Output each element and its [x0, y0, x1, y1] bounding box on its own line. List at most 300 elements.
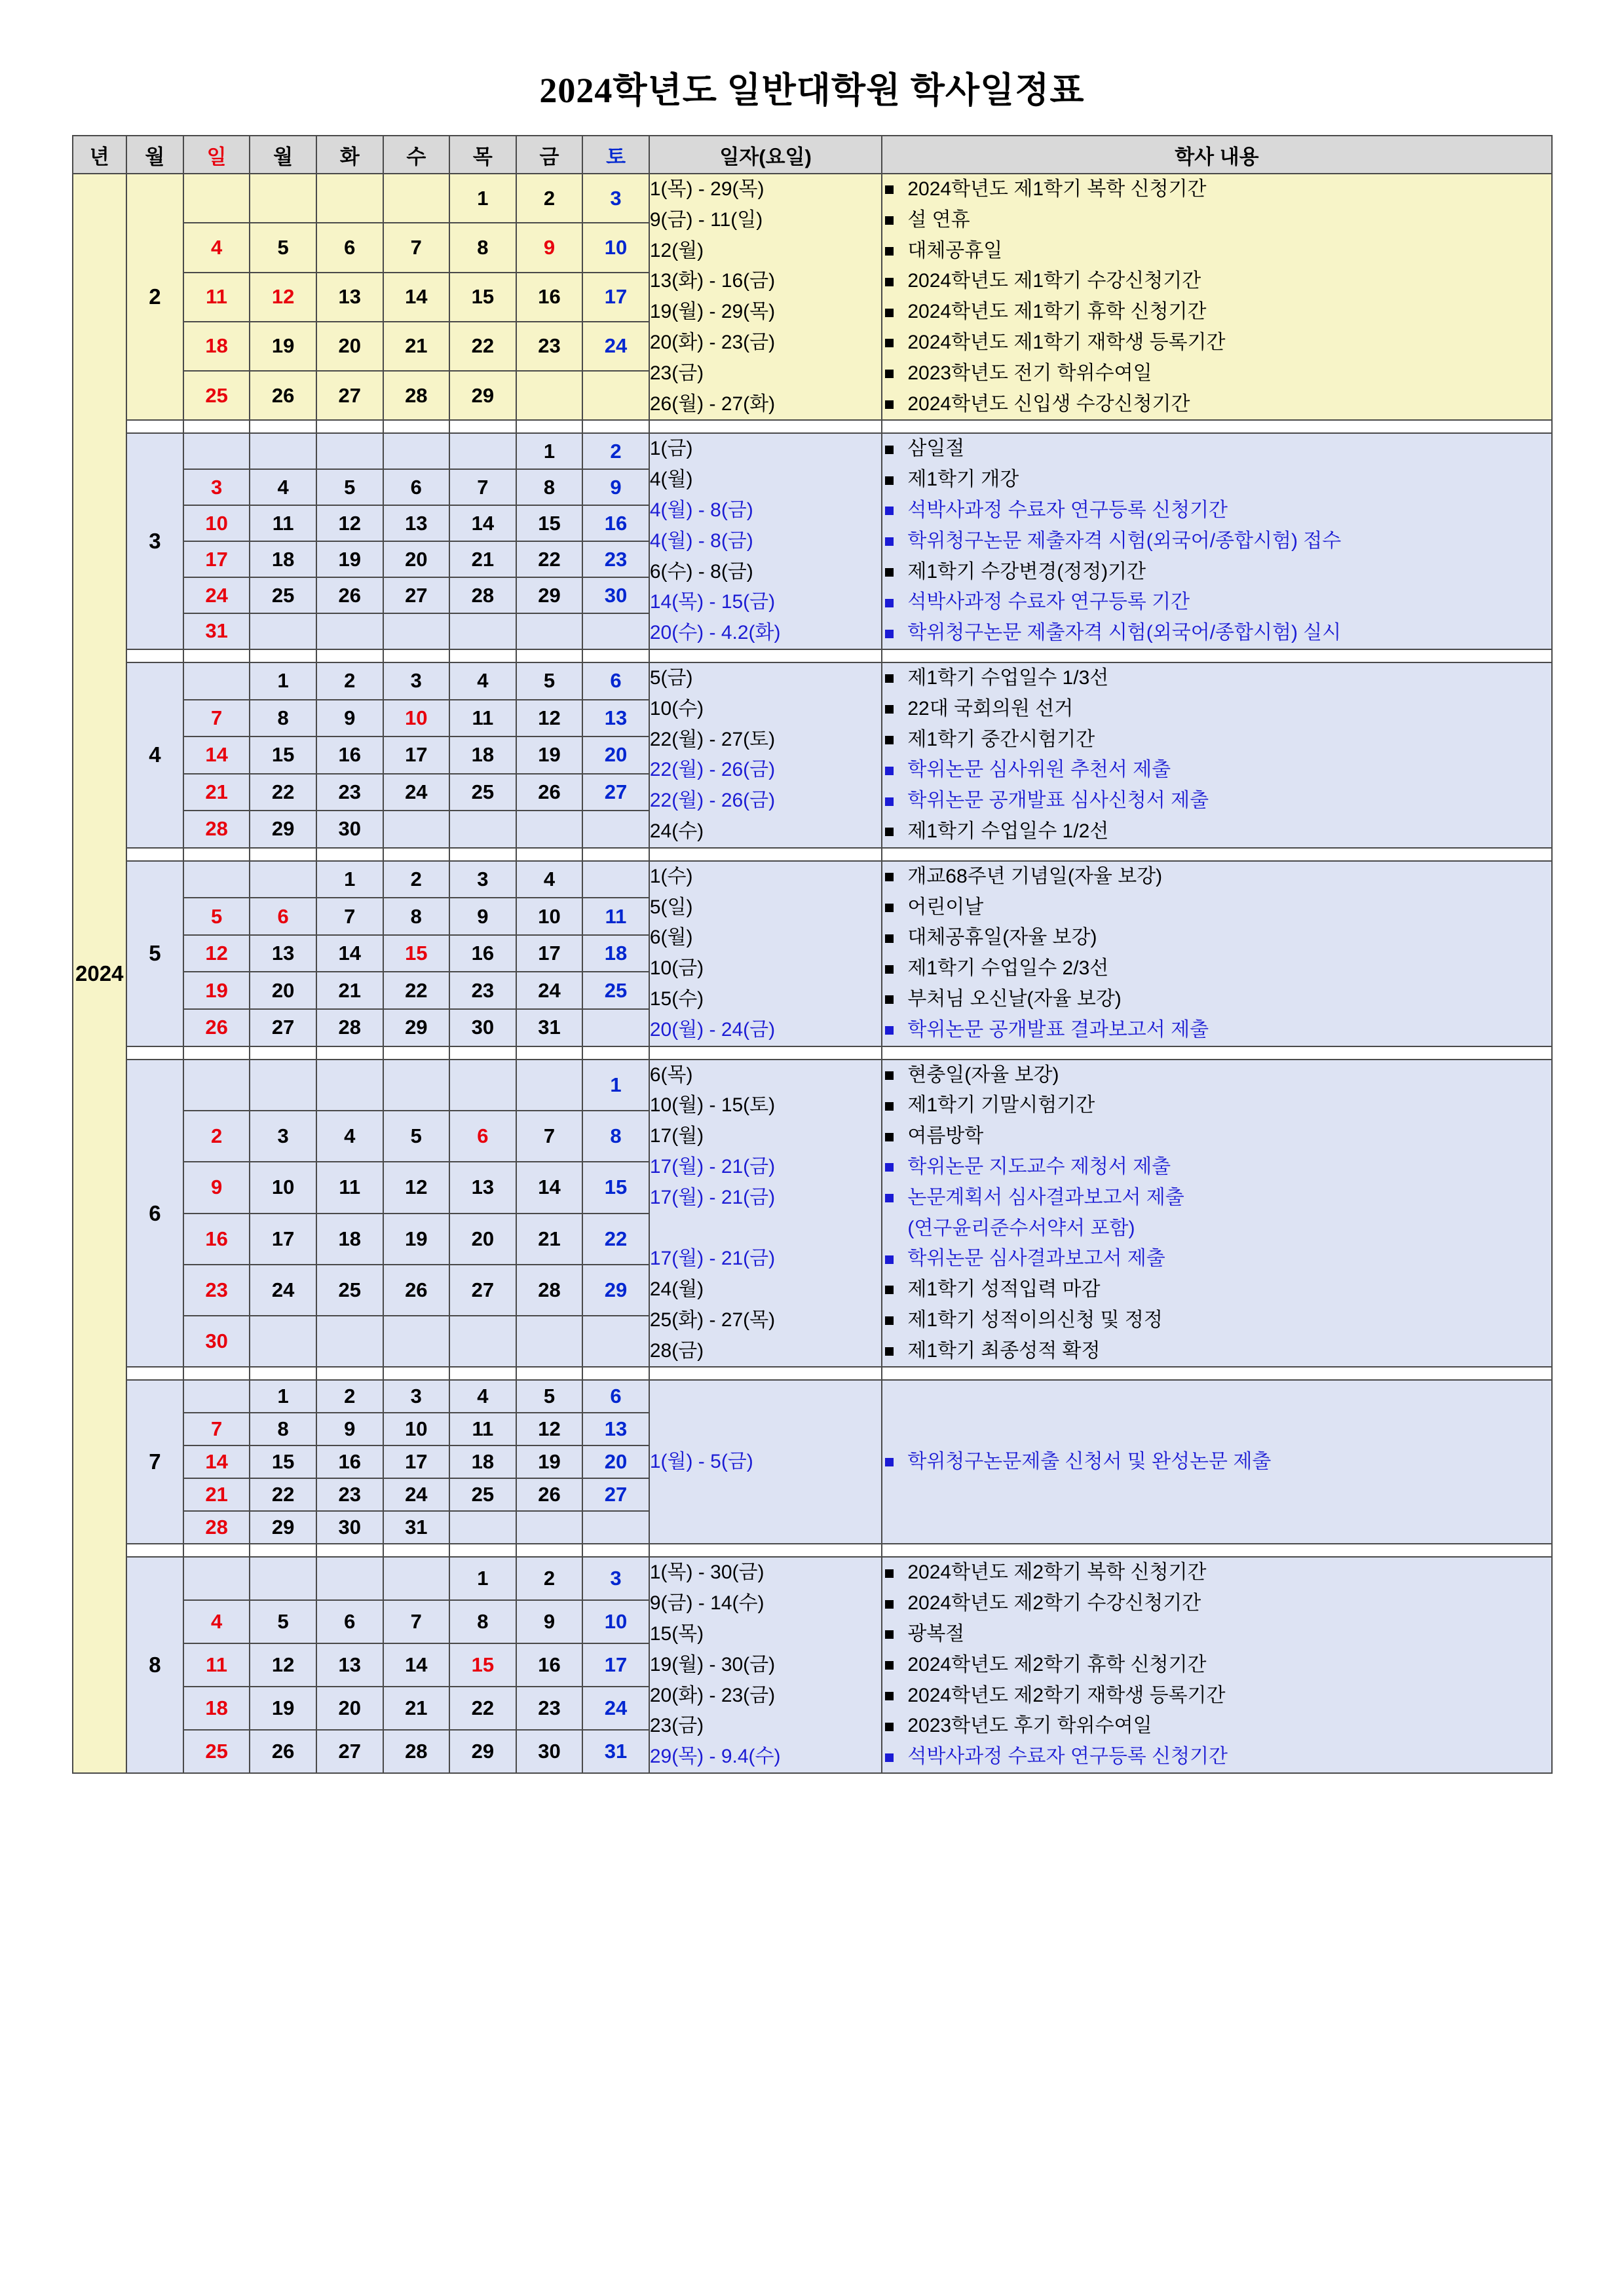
event-item: [882, 663, 1551, 694]
calendar-day: 3: [183, 469, 250, 505]
calendar-day: 24: [582, 322, 649, 371]
page-title: 2024학년도 일반대학원 학사일정표: [539, 71, 1085, 110]
calendar-day: 24: [516, 972, 583, 1009]
date-range-text: 17(월) - 21(금): [649, 1248, 776, 1270]
calendar-day: 25: [316, 1265, 383, 1316]
event-text: 2024학년도 제2학기 복학 신청기간: [907, 1561, 1207, 1584]
date-range-text: 9(금) - 14(수): [649, 1592, 765, 1615]
calendar-day-empty: [183, 174, 250, 223]
event-item: [882, 358, 1551, 389]
month-separator-cell: [516, 1046, 583, 1060]
event-text: 학위논문 공개발표 심사신청서 제출: [907, 790, 1209, 812]
month-separator-row: [73, 1544, 1552, 1557]
calendar-day: 8: [250, 1413, 316, 1445]
calendar-day: 9: [183, 1162, 250, 1213]
calendar-day: 20: [316, 322, 383, 371]
event-text: 학위논문 지도교수 제청서 제출: [907, 1155, 1171, 1177]
square-bullet-icon: [885, 476, 894, 485]
square-bullet-icon: [885, 965, 894, 974]
square-bullet-icon: [885, 1133, 894, 1141]
calendar-day: 13: [582, 700, 649, 737]
calendar-day: 25: [250, 577, 316, 613]
square-bullet-icon: [885, 216, 894, 225]
calendar-day: 13: [250, 935, 316, 972]
square-bullet-icon: [885, 537, 894, 546]
date-range-text: 20(화) - 23(금): [649, 331, 776, 353]
event-list: [882, 862, 1551, 1046]
square-bullet-icon: [885, 934, 894, 943]
month-separator-cell: [383, 420, 450, 433]
event-text: 2024학년도 제1학기 복학 신청기간: [907, 178, 1207, 200]
calendar-day: 11: [250, 505, 316, 541]
header-dow-sun: 일: [183, 136, 250, 174]
month-separator-row: [73, 1046, 1552, 1060]
calendar-day: 24: [582, 1687, 649, 1730]
square-bullet-icon: [885, 507, 894, 515]
calendar-day: 19: [516, 737, 583, 774]
event-list-cell: [882, 861, 1551, 1046]
date-range-text: 17(월) - 21(금): [649, 1186, 776, 1208]
calendar-day: 13: [582, 1413, 649, 1445]
calendar-day: 1: [449, 1557, 516, 1600]
calendar-day: 15: [250, 737, 316, 774]
date-list-cell: [649, 662, 882, 848]
calendar-day: 4: [250, 469, 316, 505]
calendar-day-empty: [183, 861, 250, 898]
square-bullet-icon: [885, 767, 894, 775]
event-item: [882, 892, 1551, 923]
calendar-day: 27: [250, 1009, 316, 1046]
calendar-day-empty: [250, 433, 316, 469]
calendar-day-empty: [449, 613, 516, 649]
event-item: [882, 984, 1551, 1015]
calendar-day: 17: [383, 1445, 450, 1478]
header-year: 년: [73, 136, 127, 174]
calendar-day: 14: [383, 1643, 450, 1687]
event-text: 제1학기 수강변경(정정)기간: [907, 560, 1146, 583]
square-bullet-icon: [885, 736, 894, 744]
calendar-day: 9: [516, 1600, 583, 1643]
event-list-cell: [882, 1557, 1551, 1773]
header-date: 일자(요일): [649, 136, 882, 174]
header-dow-tue: 화: [316, 136, 383, 174]
calendar-day-empty: [516, 613, 583, 649]
calendar-day-empty: [183, 1060, 250, 1111]
calendar-day: 9: [316, 700, 383, 737]
event-text: 학위청구논문 제출자격 시험(외국어/종합시험) 실시: [907, 622, 1342, 644]
calendar-day: 22: [516, 541, 583, 577]
calendar-day: 20: [449, 1214, 516, 1265]
month-separator-cell: [882, 649, 1551, 662]
month-cell: 4: [126, 662, 183, 848]
calendar-day: 8: [383, 898, 450, 935]
date-range-text: 22(월) - 27(토): [649, 728, 776, 750]
calendar-day: 22: [449, 1687, 516, 1730]
calendar-day: 3: [582, 1557, 649, 1600]
event-item: [882, 557, 1551, 588]
calendar-day: 24: [383, 1478, 450, 1511]
event-item: [882, 495, 1551, 526]
calendar-day: 7: [516, 1111, 583, 1162]
event-item: [882, 862, 1551, 892]
square-bullet-icon: [885, 370, 894, 378]
square-bullet-icon: [885, 1723, 894, 1731]
square-bullet-icon: [885, 247, 894, 256]
calendar-day: 23: [316, 1478, 383, 1511]
event-item: [882, 1214, 1551, 1244]
calendar-day: 22: [250, 774, 316, 811]
calendar-day: 6: [316, 223, 383, 272]
month-separator-cell: [649, 649, 882, 662]
calendar-day: 28: [449, 577, 516, 613]
calendar-day: 1: [582, 1060, 649, 1111]
calendar-day: 2: [183, 1111, 250, 1162]
calendar-day-empty: [316, 433, 383, 469]
event-text: 석박사과정 수료자 연구등록 신청기간: [907, 1746, 1228, 1768]
calendar-day: 11: [183, 1643, 250, 1687]
calendar-day: 26: [250, 371, 316, 420]
month-separator-cell: [516, 848, 583, 861]
square-bullet-icon: [885, 904, 894, 912]
calendar-day-empty: [316, 1557, 383, 1600]
header-description: 학사 내용: [882, 136, 1551, 174]
event-text: 제1학기 최종성적 확정: [907, 1339, 1101, 1362]
square-bullet-icon: [885, 185, 894, 194]
calendar-day: 5: [250, 223, 316, 272]
calendar-day: 12: [250, 1643, 316, 1687]
calendar-day: 29: [449, 371, 516, 420]
event-text: 제1학기 중간시험기간: [907, 728, 1095, 750]
event-text: 2024학년도 제2학기 재학생 등록기간: [907, 1684, 1226, 1706]
calendar-day: 11: [582, 898, 649, 935]
calendar-day-empty: [383, 433, 450, 469]
calendar-day: 14: [516, 1162, 583, 1213]
calendar-day: 6: [316, 1600, 383, 1643]
square-bullet-icon: [885, 1600, 894, 1609]
month-separator-cell: [449, 649, 516, 662]
date-range-text: 20(수) - 4.2(화): [649, 622, 781, 644]
calendar-day: 8: [250, 700, 316, 737]
calendar-day: 12: [250, 273, 316, 322]
calendar-day-empty: [250, 1316, 316, 1367]
event-text: 개교68주년 기념일(자율 보강): [907, 865, 1163, 887]
calendar-day: 29: [383, 1009, 450, 1046]
event-item: [882, 1060, 1551, 1091]
event-item: [882, 266, 1551, 297]
square-bullet-icon: [885, 1630, 894, 1639]
calendar-day: 10: [582, 223, 649, 272]
calendar-day: 18: [316, 1214, 383, 1265]
calendar-day: 18: [449, 1445, 516, 1478]
event-text: 학위논문 심사위원 추천서 제출: [907, 759, 1171, 781]
square-bullet-icon: [885, 400, 894, 409]
calendar-day: 30: [183, 1316, 250, 1367]
event-item: [882, 1183, 1551, 1214]
calendar-day: 6: [449, 1111, 516, 1162]
event-item: [882, 1121, 1551, 1152]
month-separator-cell: [183, 1367, 250, 1380]
calendar-day: 18: [582, 935, 649, 972]
event-item: [882, 465, 1551, 495]
calendar-day: 23: [582, 541, 649, 577]
event-text: 학위청구논문 제출자격 시험(외국어/종합시험) 접수: [907, 529, 1342, 552]
calendar-day: 15: [383, 935, 450, 972]
date-range-text: 10(금): [649, 957, 704, 980]
calendar-day: 14: [316, 935, 383, 972]
calendar-day: 18: [250, 541, 316, 577]
event-item: [882, 1650, 1551, 1681]
calendar-week-row: [73, 1380, 1552, 1413]
calendar-day-empty: [316, 1316, 383, 1367]
calendar-day: 12: [316, 505, 383, 541]
month-separator-cell: [126, 1367, 183, 1380]
event-item: [882, 1742, 1551, 1772]
date-range-text: 29(목) - 9.4(수): [649, 1746, 781, 1768]
calendar-day: 7: [316, 898, 383, 935]
event-text: 제1학기 수업일수 2/3선: [907, 957, 1109, 980]
date-list-cell: [649, 1380, 882, 1544]
month-separator-row: [73, 649, 1552, 662]
event-text: 2024학년도 신입생 수강신청기간: [907, 392, 1190, 415]
event-text: 어린이날: [907, 896, 984, 918]
header-dow-thu: 목: [449, 136, 516, 174]
square-bullet-icon: [885, 1163, 894, 1172]
calendar-day: 7: [383, 1600, 450, 1643]
event-item: [882, 174, 1551, 205]
calendar-day: 26: [316, 577, 383, 613]
calendar-week-row: [73, 433, 1552, 469]
square-bullet-icon: [885, 599, 894, 607]
calendar-day: 20: [582, 1445, 649, 1478]
event-list: [882, 1447, 1551, 1478]
event-item: [882, 816, 1551, 847]
square-bullet-icon: [885, 1194, 894, 1202]
calendar-day: 17: [383, 737, 450, 774]
event-text: 삼일절: [907, 438, 965, 460]
calendar-day: 9: [316, 1413, 383, 1445]
square-bullet-icon: [885, 1569, 894, 1578]
calendar-day: 17: [516, 935, 583, 972]
calendar-week-row: [73, 1060, 1552, 1111]
calendar-day: 31: [582, 1730, 649, 1773]
calendar-day: 15: [582, 1162, 649, 1213]
calendar-day: 6: [383, 469, 450, 505]
calendar-day: 27: [582, 1478, 649, 1511]
event-item: [882, 1558, 1551, 1588]
calendar-day-empty: [449, 1511, 516, 1544]
calendar-day: 31: [183, 613, 250, 649]
date-range-text: 1(목) - 30(금): [649, 1561, 765, 1584]
calendar-day: 7: [183, 700, 250, 737]
month-separator-cell: [316, 1046, 383, 1060]
calendar-day: 25: [449, 774, 516, 811]
calendar-day-empty: [250, 1557, 316, 1600]
calendar-day: 26: [516, 1478, 583, 1511]
calendar-day: 30: [516, 1730, 583, 1773]
calendar-day: 24: [250, 1265, 316, 1316]
event-item: [882, 1090, 1551, 1121]
month-separator-cell: [449, 420, 516, 433]
month-separator-cell: [649, 1367, 882, 1380]
calendar-day: 23: [183, 1265, 250, 1316]
month-separator-cell: [582, 420, 649, 433]
calendar-day: 13: [316, 1643, 383, 1687]
date-range-text: 1(금): [649, 438, 693, 460]
calendar-day: 19: [250, 1687, 316, 1730]
event-list: [882, 174, 1551, 419]
calendar-day-empty: [449, 1060, 516, 1111]
date-range-text: 9(금) - 11(일): [649, 208, 763, 231]
calendar-day: 28: [183, 811, 250, 848]
calendar-day-empty: [516, 811, 583, 848]
calendar-day: 15: [449, 1643, 516, 1687]
event-text: 석박사과정 수료자 연구등록 기간: [907, 591, 1190, 613]
calendar-day: 7: [183, 1413, 250, 1445]
calendar-day: 26: [516, 774, 583, 811]
calendar-day-empty: [449, 811, 516, 848]
event-text: 학위청구논문제출 신청서 및 완성논문 제출: [907, 1451, 1272, 1473]
date-range-text: [650, 1214, 882, 1244]
event-item: [882, 694, 1551, 725]
table-body: [73, 174, 1552, 1773]
event-text: 학위논문 공개발표 결과보고서 제출: [907, 1018, 1209, 1041]
date-range-text: 1(목) - 29(목): [649, 178, 765, 200]
square-bullet-icon: [885, 446, 894, 454]
calendar-day-empty: [316, 1060, 383, 1111]
calendar-day: 19: [250, 322, 316, 371]
event-item: [882, 297, 1551, 328]
calendar-day-empty: [582, 1009, 649, 1046]
calendar-week-row: [73, 662, 1552, 700]
calendar-day: 25: [183, 1730, 250, 1773]
event-text: 대체공휴일(자율 보강): [907, 927, 1097, 949]
square-bullet-icon: [885, 1692, 894, 1700]
calendar-day: 2: [516, 174, 583, 223]
event-item: [882, 1274, 1551, 1305]
calendar-day: 29: [582, 1265, 649, 1316]
calendar-day-empty: [183, 1380, 250, 1413]
event-text: 제1학기 기말시험기간: [907, 1094, 1095, 1117]
date-range-text: 26(월) - 27(화): [649, 392, 776, 415]
event-text: 2024학년도 제2학기 휴학 신청기간: [907, 1653, 1207, 1675]
date-range-text: 24(월): [649, 1278, 704, 1301]
header-dow-wed: 수: [383, 136, 450, 174]
event-item: [882, 1681, 1551, 1712]
calendar-day: 22: [582, 1214, 649, 1265]
calendar-day: 30: [316, 1511, 383, 1544]
month-separator-cell: [383, 1367, 450, 1380]
calendar-day: 29: [250, 1511, 316, 1544]
calendar-day: 5: [516, 1380, 583, 1413]
calendar-day: 28: [516, 1265, 583, 1316]
month-separator-cell: [316, 649, 383, 662]
month-separator-cell: [316, 848, 383, 861]
event-text: 제1학기 수업일수 1/3선: [907, 666, 1109, 689]
calendar-day-empty: [383, 811, 450, 848]
calendar-day: 3: [582, 174, 649, 223]
date-range-text: 6(목): [649, 1063, 693, 1086]
event-text: 여름방학: [907, 1125, 984, 1147]
calendar-day: 22: [449, 322, 516, 371]
event-list-cell: [882, 1380, 1551, 1544]
calendar-day: 13: [383, 505, 450, 541]
date-range-text: 1(월) - 5(금): [649, 1451, 753, 1473]
event-item: [882, 1015, 1551, 1046]
calendar-day: 25: [183, 371, 250, 420]
square-bullet-icon: [885, 1458, 894, 1466]
calendar-day: 28: [316, 1009, 383, 1046]
event-item: [882, 1336, 1551, 1367]
event-list: [882, 1060, 1551, 1367]
calendar-day: 12: [183, 935, 250, 972]
calendar-day: 1: [449, 174, 516, 223]
calendar-day: 16: [316, 1445, 383, 1478]
square-bullet-icon: [885, 1316, 894, 1325]
calendar-day-empty: [250, 1060, 316, 1111]
calendar-day: 9: [582, 469, 649, 505]
month-separator-cell: [882, 1046, 1551, 1060]
calendar-day: 29: [250, 811, 316, 848]
event-item: [882, 587, 1551, 618]
month-separator-cell: [649, 420, 882, 433]
calendar-day: 1: [516, 433, 583, 469]
square-bullet-icon: [885, 1071, 894, 1080]
calendar-day-empty: [383, 1060, 450, 1111]
date-range-text: 17(월) - 21(금): [649, 1155, 776, 1177]
calendar-day: 6: [582, 1380, 649, 1413]
month-separator-cell: [649, 1046, 882, 1060]
calendar-day: 2: [582, 433, 649, 469]
calendar-day: 4: [449, 1380, 516, 1413]
calendar-day: 1: [250, 1380, 316, 1413]
calendar-day-empty: [383, 1557, 450, 1600]
event-list-cell: [882, 433, 1551, 649]
calendar-day: 26: [183, 1009, 250, 1046]
event-item: [882, 1447, 1551, 1478]
month-cell: 2: [126, 174, 183, 420]
month-cell: 8: [126, 1557, 183, 1773]
date-range-text: 15(목): [649, 1623, 704, 1645]
date-list-cell: [649, 433, 882, 649]
month-separator-row: [73, 1367, 1552, 1380]
month-separator-cell: [126, 420, 183, 433]
calendar-day-empty: [316, 174, 383, 223]
calendar-day: 3: [250, 1111, 316, 1162]
calendar-day: 8: [516, 469, 583, 505]
calendar-day: 6: [250, 898, 316, 935]
calendar-day-empty: [250, 613, 316, 649]
calendar-day: 4: [516, 861, 583, 898]
month-separator-cell: [250, 1367, 316, 1380]
calendar-week-row: [73, 1557, 1552, 1600]
date-list-cell: [649, 1060, 882, 1368]
calendar-day: 2: [516, 1557, 583, 1600]
calendar-day: 10: [383, 1413, 450, 1445]
month-separator-cell: [183, 1046, 250, 1060]
calendar-day: 26: [383, 1265, 450, 1316]
date-range-text: 28(금): [649, 1339, 704, 1362]
event-item: [882, 786, 1551, 816]
event-item: [882, 1305, 1551, 1336]
calendar-day: 19: [183, 972, 250, 1009]
calendar-day: 17: [582, 273, 649, 322]
event-text: 논문계획서 심사결과보고서 제출: [907, 1186, 1184, 1208]
calendar-day: 15: [449, 273, 516, 322]
calendar-day-empty: [516, 1060, 583, 1111]
event-text: 2023학년도 전기 학위수여일: [907, 362, 1152, 384]
month-separator-cell: [649, 1544, 882, 1557]
event-text: 대체공휴일: [907, 239, 1003, 261]
